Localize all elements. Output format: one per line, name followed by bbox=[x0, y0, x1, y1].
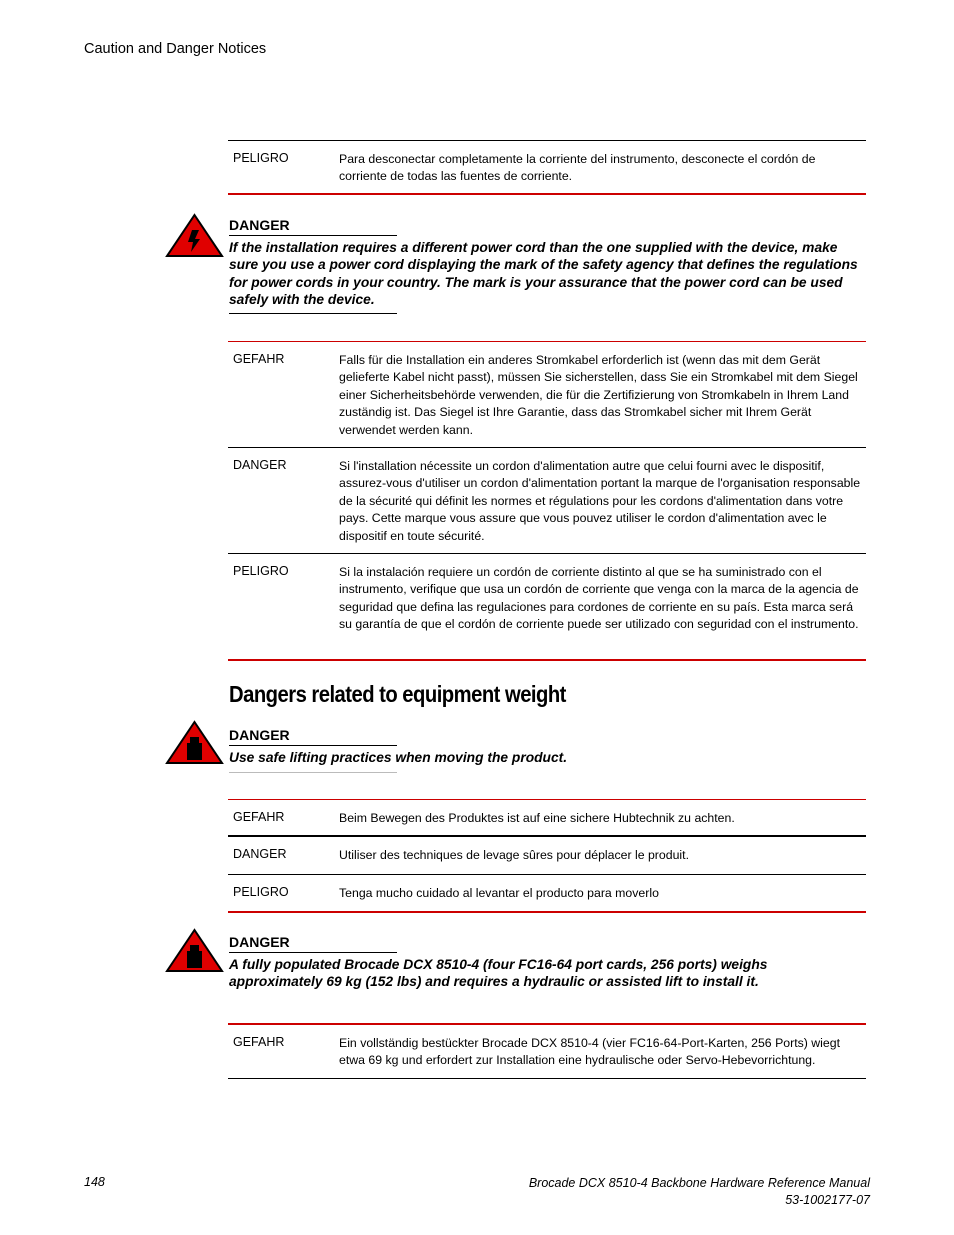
notice-table-power-cord bbox=[228, 341, 866, 661]
notice-table-weight bbox=[228, 1023, 866, 1079]
danger-title: DANGER bbox=[229, 217, 397, 236]
row-label: PELIGRO bbox=[233, 151, 289, 165]
table-row bbox=[228, 341, 866, 448]
row-text: Ein vollständig bestückter Brocade DCX 8510-4 (vier FC16-64-Port-Karten, 256 Ports) wiegt etwa 69 kg und erfordert zur Installation eine hydraulische oder Servo-Hebevorrichtung. bbox=[339, 1036, 840, 1068]
table-row bbox=[228, 875, 866, 913]
notice-table-lifting bbox=[228, 799, 866, 913]
table-row bbox=[228, 448, 866, 554]
running-header: Caution and Danger Notices bbox=[84, 41, 267, 57]
heavy-weight-icon bbox=[165, 720, 224, 765]
danger-text: Use safe lifting practices when moving the product. bbox=[229, 750, 568, 765]
row-text: Tenga mucho cuidado al levantar el producto para moverlo bbox=[339, 886, 659, 900]
page-number: 148 bbox=[84, 1175, 105, 1189]
row-text: Falls für die Installation ein anderes Stromkabel erforderlich ist (wenn das mit dem Gerät gelieferte Kabel nicht passt), müssen Sie sicherstellen, dass Sie ein Stromkabel mit dem Siegel einer Sicherheitsbehörde verwenden, die für die Zertifizierung von Stromkabeln in Ihrem Land zuständig ist. Das Siegel ist Ihre Garantie, dass das Stromkabel sicher mit Ihrem Gerät verwendet werden kann. bbox=[339, 353, 858, 437]
row-label: PELIGRO bbox=[233, 564, 289, 578]
row-text: Utiliser des techniques de levage sûres pour déplacer le produit. bbox=[339, 848, 689, 862]
danger-text: A fully populated Brocade DCX 8510-4 (four FC16-64 port cards, 256 ports) weighs approximately 69 kg (152 lbs) and requires a hydraulic or assisted lift to install it. bbox=[229, 957, 768, 990]
table-row bbox=[228, 140, 866, 195]
divider bbox=[229, 772, 397, 773]
section-heading: Dangers related to equipment weight bbox=[229, 681, 566, 707]
table-row bbox=[228, 799, 866, 837]
row-text: Si l'installation nécessite un cordon d'alimentation autre que celui fourni avec le dispositif, assurez-vous d'utiliser un cordon d'alimentation portant la marque de l'organisation responsable de la sécurité qui définit les normes et régulations pour les cordons d'alimentation dans votre pays. Cette marque vous assure que vous pouvez utiliser le cordon d'alimentation avec le dispositif en toute sécurité. bbox=[339, 459, 861, 543]
manual-title: Brocade DCX 8510-4 Backbone Hardware Reference Manual bbox=[528, 1176, 870, 1190]
notice-table-top bbox=[228, 140, 866, 195]
divider bbox=[229, 313, 397, 314]
row-label: GEFAHR bbox=[233, 1035, 285, 1049]
row-label: DANGER bbox=[233, 847, 287, 861]
table-row bbox=[228, 554, 866, 661]
row-text: Para desconectar completamente la corriente del instrumento, desconecte el cordón de corriente de todas las fuentes de corriente. bbox=[339, 152, 816, 184]
row-text: Si la instalación requiere un cordón de corriente distinto al que se ha suministrado con el instrumento, verifique que usa un cordón de corriente que venga con la marca de la agencia de seguridad que defina las regulaciones para cordones de corriente en su país. Esta marca será su garantía de que el cordón de corriente puede ser utilizado con seguridad con el instrumento. bbox=[339, 565, 859, 632]
heavy-weight-icon bbox=[165, 928, 224, 973]
footer-manual-info bbox=[529, 1175, 870, 1209]
electrical-hazard-icon bbox=[165, 213, 224, 258]
row-label: GEFAHR bbox=[233, 810, 285, 824]
row-label: DANGER bbox=[233, 458, 287, 472]
row-text: Beim Bewegen des Produktes ist auf eine sichere Hubtechnik zu achten. bbox=[339, 811, 735, 825]
doc-number: 53-1002177-07 bbox=[785, 1193, 870, 1207]
table-row bbox=[228, 837, 866, 875]
row-label: GEFAHR bbox=[233, 352, 285, 366]
row-label: PELIGRO bbox=[233, 885, 289, 899]
table-row bbox=[228, 1023, 866, 1079]
danger-title: DANGER bbox=[229, 727, 397, 746]
danger-text: If the installation requires a different power cord than the one supplied with the device, make sure you use a power cord displaying the mark of the safety agency that defines the regulations for power cords in your country. The mark is your assurance that the power cord can be used safely with the device. bbox=[229, 240, 858, 308]
danger-title: DANGER bbox=[229, 934, 397, 953]
